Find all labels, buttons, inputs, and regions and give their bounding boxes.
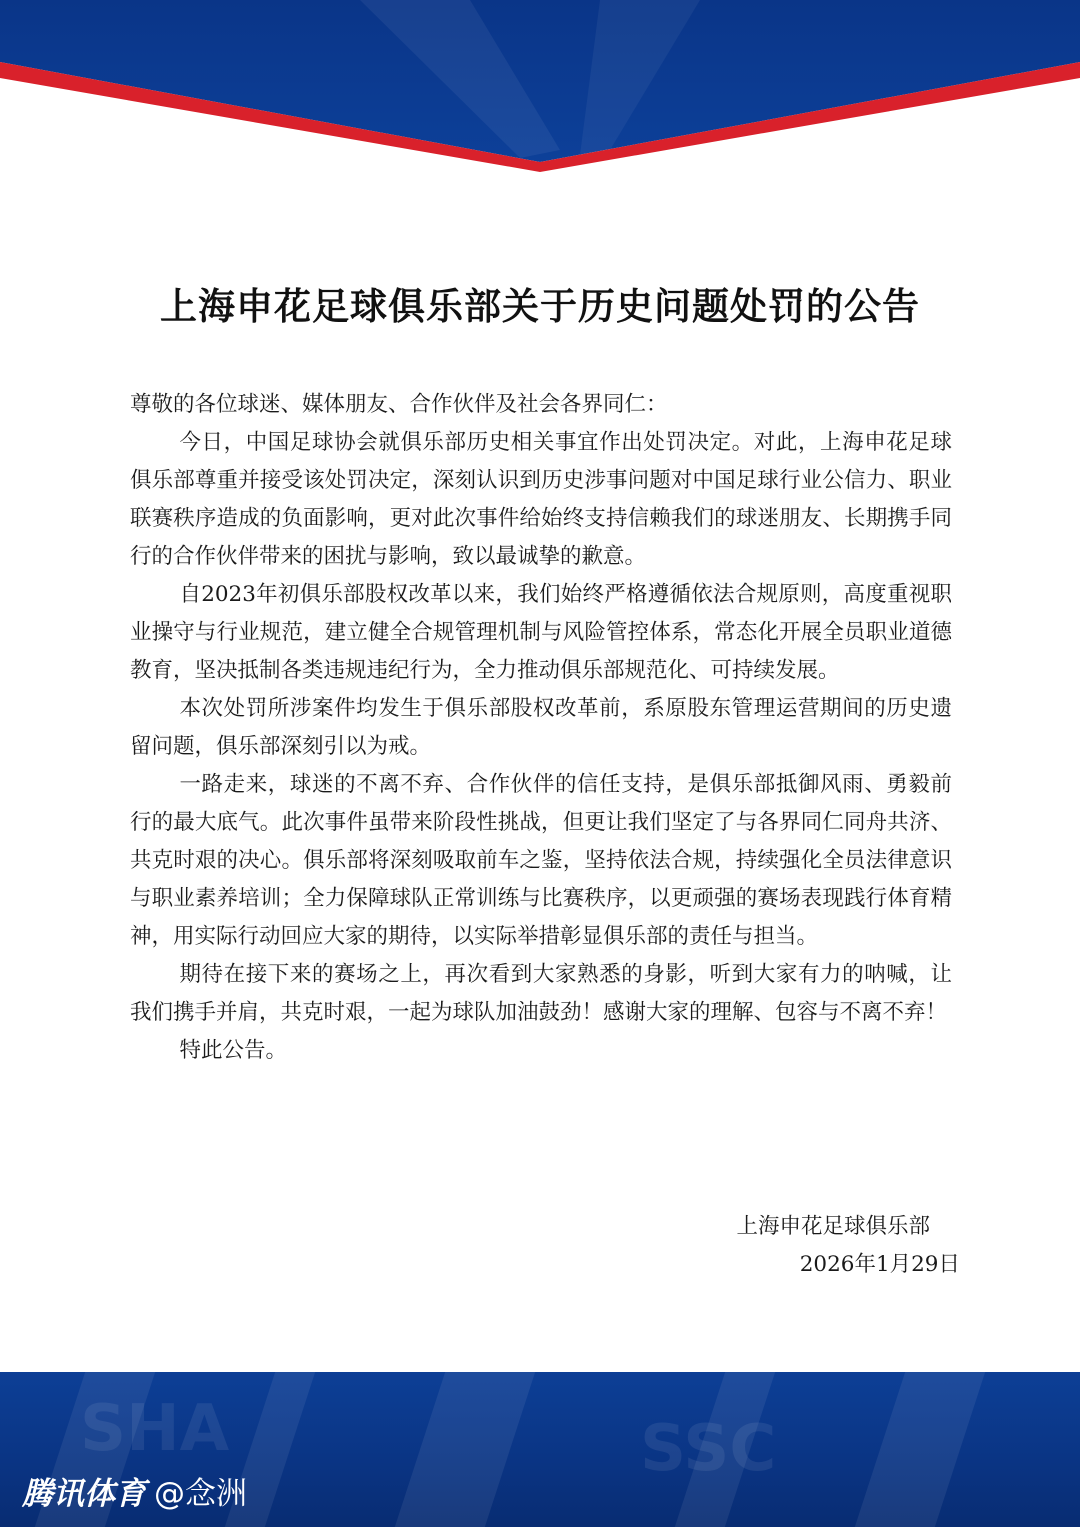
signature-block — [736, 1208, 960, 1284]
header-banner — [0, 0, 1080, 175]
closing-line: 特此公告。 — [179, 1038, 287, 1063]
paragraph: 一路走来，球迷的不离不弃、合作伙伴的信任支持，是俱乐部抵御风雨、勇毅前行的最大底气。此次事件虽带来阶段性挑战，但更让我们坚定了与各界同仁同舟共济、共克时艰的决心。俱乐部将深刻吸取前车之鉴，坚持依法合规，持续强化全员法律意识与职业素养培训；全力保障球队正常训练与比赛秩序，以更顽强的赛场表现践行体育精神，用实际行动回应大家的期待，以实际举措彰显俱乐部的责任与担当。 — [130, 772, 952, 949]
paragraph: 自2023年初俱乐部股权改革以来，我们始终严格遵循依法合规原则，高度重视职业操守与行业规范，建立健全合规管理机制与风险管控体系，常态化开展全员职业道德教育，坚决抵制各类违规违纪行为，全力推动俱乐部规范化、可持续发展。 — [130, 582, 952, 683]
signature-date: 2026年1月29日 — [799, 1252, 960, 1277]
salutation: 尊敬的各位球迷、媒体朋友、合作伙伴及社会各界同仁： — [130, 392, 668, 417]
paragraph: 今日，中国足球协会就俱乐部历史相关事宜作出处罚决定。对此，上海申花足球俱乐部尊重并接受该处罚决定，深刻认识到历史涉事问题对中国足球行业公信力、职业联赛秩序造成的负面影响，更对此次事件给始终支持信赖我们的球迷朋友、长期携手同行的合作伙伴带来的困扰与影响，致以最诚挚的歉意。 — [130, 430, 952, 569]
watermark — [22, 1468, 247, 1513]
watermark-brand: 腾讯体育 — [22, 1476, 146, 1512]
page-title: 上海申花足球俱乐部关于历史问题处罚的公告 — [160, 285, 920, 328]
footer-banner: SHA SSC — [0, 1372, 1080, 1527]
announcement-body — [130, 386, 952, 1070]
paragraph: 期待在接下来的赛场之上，再次看到大家熟悉的身影，听到大家有力的呐喊，让我们携手并肩，共克时艰，一起为球队加油鼓劲！感谢大家的理解、包容与不离不弃！ — [130, 962, 952, 1025]
paragraph: 本次处罚所涉案件均发生于俱乐部股权改革前，系原股东管理运营期间的历史遗留问题，俱乐部深刻引以为戒。 — [130, 696, 952, 759]
signature-org: 上海申花足球俱乐部 — [736, 1214, 930, 1239]
watermark-author: @念洲 — [154, 1476, 247, 1512]
